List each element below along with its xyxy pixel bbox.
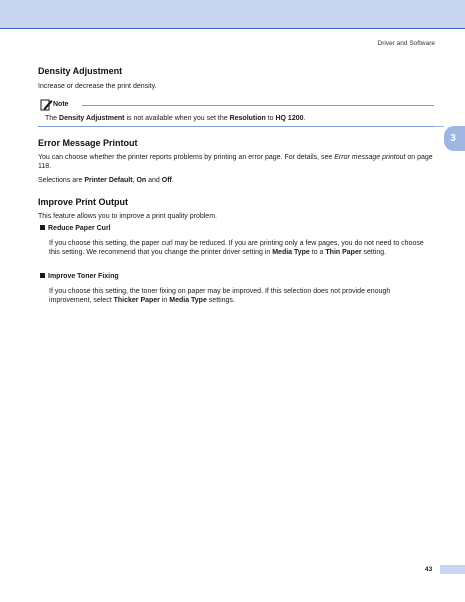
- error-printout-body: You can choose whether the printer reports problems by printing an error page. For details, see Error message printout on page 118.: [38, 154, 433, 170]
- running-header: Driver and Software: [377, 40, 435, 47]
- page-number-band: [440, 565, 465, 574]
- error-printout-link[interactable]: Error message printout: [334, 154, 406, 161]
- density-title: Density Adjustment: [38, 66, 123, 76]
- reduce-curl-bullet: Reduce Paper Curl: [40, 225, 111, 232]
- note-bottom-divider: [38, 126, 434, 127]
- note-text: The Density Adjustment is not available when you set the Resolution to HQ 1200.: [45, 115, 306, 122]
- toner-fixing-bullet: Improve Toner Fixing: [40, 273, 119, 280]
- improve-output-title: Improve Print Output: [38, 197, 128, 207]
- note-label: Note: [53, 101, 69, 108]
- header-rule: [0, 28, 465, 29]
- reduce-curl-text: If you choose this setting, the paper curl may be reduced. If you are printing only a few pages, you do not need to choose this setting. We recommend that you change the printer driver setting in Media Type to a Thin Paper setting.: [49, 240, 424, 256]
- note-header: [38, 98, 434, 112]
- bullet-square-icon: [40, 273, 45, 278]
- error-printout-selections: Selections are Printer Default, On and Off.: [38, 177, 174, 184]
- improve-output-body: This feature allows you to improve a print quality problem.: [38, 213, 217, 220]
- pencil-note-icon: [40, 98, 53, 111]
- density-body: Increase or decrease the print density.: [38, 83, 157, 90]
- error-printout-title: Error Message Printout: [38, 138, 138, 148]
- page-number: 43: [425, 566, 433, 573]
- bullet-square-icon: [40, 225, 45, 230]
- header-band: [0, 0, 465, 28]
- note-divider: [82, 105, 434, 106]
- toner-fixing-text: If you choose this setting, the toner fixing on paper may be improved. If this selection does not provide enough improvement, select Thicker Paper in Media Type settings.: [49, 288, 391, 304]
- chapter-tab: 3: [444, 126, 465, 151]
